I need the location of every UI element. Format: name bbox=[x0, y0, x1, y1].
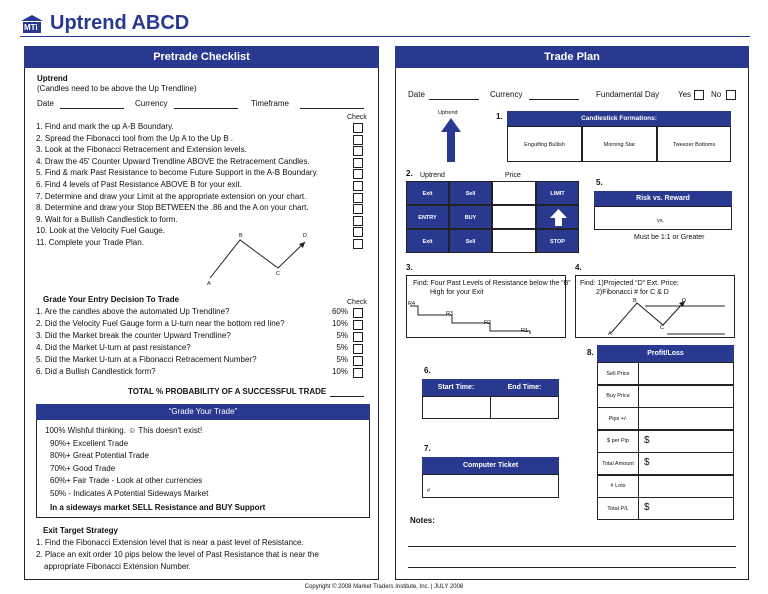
section-2-number: 2. bbox=[406, 169, 413, 178]
grade-item-percent: 10% bbox=[331, 319, 348, 328]
step-checkbox[interactable] bbox=[353, 227, 363, 237]
date-label: Date bbox=[37, 99, 54, 108]
grade-checkbox[interactable] bbox=[353, 344, 363, 354]
r4-label: R4 bbox=[408, 301, 416, 307]
order-side-buy: BUY bbox=[449, 205, 492, 229]
plan-date-field[interactable] bbox=[429, 99, 479, 100]
checklist-step: 2. Spread the Fibonacci tool from the Up A to the Up B . bbox=[36, 133, 233, 143]
profit-loss-value-field[interactable] bbox=[638, 430, 734, 453]
timeframe-label: Timeframe bbox=[251, 99, 289, 108]
grade-item-text: 2. Did the Velocity Fuel Gauge form a U-turn near the bottom red line? bbox=[36, 319, 285, 328]
grade-scale-item: 70%+ Good Trade bbox=[50, 463, 116, 473]
profit-loss-row-label: Sell Price bbox=[597, 362, 639, 385]
grade-checkbox[interactable] bbox=[353, 320, 363, 330]
checklist-step: 5. Find & mark Past Resistance to become Future Support in the A-B Boundary. bbox=[36, 168, 319, 178]
profit-loss-row-label: Pips +/- bbox=[597, 407, 639, 430]
notes-line-2[interactable] bbox=[408, 567, 736, 568]
plan-currency-label: Currency bbox=[490, 90, 523, 99]
diagram-label-b: B bbox=[239, 233, 243, 239]
projection-diagram bbox=[575, 275, 735, 338]
checklist-step: 3. Look at the Fibonacci Retracement and Extension levels. bbox=[36, 145, 247, 155]
section-2-uptrend: Uptrend bbox=[420, 172, 445, 179]
checklist-step: 10. Look at the Velocity Fuel Gauge. bbox=[36, 226, 165, 236]
grade-item-percent: 5% bbox=[336, 355, 348, 364]
step-checkbox[interactable] bbox=[353, 123, 363, 133]
checklist-step: 11. Complete your Trade Plan. bbox=[36, 238, 144, 247]
grade-item-text: 5. Did the Market U-turn at a Fibonacci Retracement Number? bbox=[36, 355, 257, 364]
exit-step-2b: appropriate Fibonacci Extension Number. bbox=[44, 562, 191, 571]
order-price-field[interactable] bbox=[492, 205, 536, 229]
section-6-number: 6. bbox=[424, 366, 431, 375]
page-title: Uptrend ABCD bbox=[50, 12, 190, 34]
checklist-step: 8. Determine and draw your Stop BETWEEN the .86 and the A on your chart. bbox=[36, 203, 309, 213]
grade-item-percent: 60% bbox=[331, 307, 348, 316]
notes-line-1[interactable] bbox=[408, 546, 736, 547]
candle-title: Candlestick Formations: bbox=[507, 111, 731, 126]
step-checkbox[interactable] bbox=[353, 216, 363, 226]
logo-text: MTi bbox=[24, 23, 38, 32]
order-side-sell1: Sell bbox=[449, 181, 492, 205]
profit-loss-row-label: Total Amount bbox=[597, 452, 639, 475]
grade-scale-item: 100% Wishful thinking. ☺ This doesn't exist! bbox=[45, 426, 203, 435]
up-arrow-icon bbox=[440, 117, 462, 163]
pretrade-title: Pretrade Checklist bbox=[24, 46, 379, 68]
section-2-price: Price bbox=[505, 172, 521, 179]
grade-box-title: “Grade Your Trade” bbox=[36, 404, 370, 420]
grade-heading: Grade Your Entry Decision To Trade bbox=[43, 295, 180, 304]
checklist-step: 1. Find and mark the up A-B Boundary. bbox=[36, 122, 174, 131]
candle-formation-cell[interactable]: Tweezer Bottoms bbox=[657, 126, 731, 162]
dollar-sign: $ bbox=[644, 502, 650, 513]
section-4-line1: Find: 1)Projected “D” Ext. Price: bbox=[580, 280, 679, 287]
grade-check-label: Check bbox=[347, 299, 367, 306]
step-checkbox[interactable] bbox=[353, 193, 363, 203]
section-4-number: 4. bbox=[575, 263, 582, 272]
grade-scale-item: 50% - Indicates A Potential Sideways Market bbox=[50, 489, 209, 498]
dollar-sign: $ bbox=[644, 457, 650, 468]
abcd-diagram bbox=[200, 228, 315, 288]
section-4-line2: 2)Fibonacci # for C & D bbox=[596, 289, 669, 296]
section-7-number: 7. bbox=[424, 444, 431, 453]
step-checkbox[interactable] bbox=[353, 135, 363, 145]
start-time-header: Start Time: bbox=[422, 379, 490, 396]
uptrend-subtitle: (Candles need to be above the Up Trendline) bbox=[37, 84, 197, 93]
grade-checkbox[interactable] bbox=[353, 356, 363, 366]
order-type-limit: LIMIT bbox=[536, 181, 579, 205]
mti-logo bbox=[20, 14, 44, 34]
section-3-number: 3. bbox=[406, 263, 413, 272]
exit-step-1: 1. Find the Fibonacci Extension level that is near a past level of Resistance. bbox=[36, 538, 304, 547]
s4-c-label: C bbox=[660, 325, 664, 331]
total-label: TOTAL % PROBABILITY OF A SUCCESSFUL TRADE bbox=[128, 387, 327, 396]
grade-item-text: 4. Did the Market U-turn at past resistance? bbox=[36, 343, 191, 352]
r2-label: R2 bbox=[484, 320, 492, 326]
sideways-note: In a sideways market SELL Resistance and BUY Support bbox=[50, 503, 266, 512]
order-label-entry: ENTRY bbox=[406, 205, 449, 229]
order-label-exit1: Exit bbox=[406, 181, 449, 205]
step-checkbox[interactable] bbox=[353, 239, 363, 249]
grade-item-text: 3. Did the Market break the counter Upward Trendline? bbox=[36, 331, 231, 340]
check-label: Check bbox=[347, 114, 367, 121]
currency-field[interactable] bbox=[174, 108, 238, 109]
ticket-hash: # bbox=[427, 488, 431, 494]
section-8-number: 8. bbox=[587, 348, 594, 357]
grade-item-percent: 5% bbox=[336, 343, 348, 352]
profit-loss-value-field[interactable] bbox=[638, 407, 734, 430]
step-checkbox[interactable] bbox=[353, 146, 363, 156]
trade-plan-title: Trade Plan bbox=[395, 46, 749, 68]
footer-copyright: Copyright © 2008 Market Traders Institute, Inc. | JULY 2008 bbox=[304, 584, 464, 590]
s4-a-label: A bbox=[608, 331, 612, 337]
risk-reward-note: Must be 1:1 or Greater bbox=[634, 234, 705, 241]
total-field[interactable] bbox=[330, 396, 364, 397]
order-label-exit2: Exit bbox=[406, 229, 449, 253]
grade-checkbox[interactable] bbox=[353, 332, 363, 342]
up-arrow-small-icon bbox=[537, 206, 580, 228]
order-side-sell2: Sell bbox=[449, 229, 492, 253]
end-time-field[interactable] bbox=[490, 396, 559, 419]
notes-label: Notes: bbox=[410, 516, 435, 525]
section-1-number: 1. bbox=[496, 112, 503, 121]
no-label: No bbox=[711, 90, 722, 99]
profit-loss-value-field[interactable] bbox=[638, 497, 734, 520]
fundamental-label: Fundamental Day bbox=[596, 90, 660, 99]
timeframe-field[interactable] bbox=[300, 108, 364, 109]
risk-reward-title: Risk vs. Reward bbox=[594, 191, 732, 206]
plan-currency-field[interactable] bbox=[529, 99, 579, 100]
r1-label: R1 bbox=[521, 328, 529, 334]
step-checkbox[interactable] bbox=[353, 204, 363, 214]
grade-item-text: 6. Did a Bullish Candlestick form? bbox=[36, 367, 156, 376]
s4-d-label: D bbox=[682, 298, 686, 304]
step-checkbox[interactable] bbox=[353, 181, 363, 191]
uptrend-arrow-label: Uptrend bbox=[438, 110, 458, 116]
grade-item-percent: 5% bbox=[336, 331, 348, 340]
plan-date-label: Date bbox=[408, 90, 425, 99]
order-price-field[interactable] bbox=[492, 181, 536, 205]
header-rule bbox=[20, 36, 750, 37]
diagram-label-c: C bbox=[276, 271, 280, 277]
step-checkbox[interactable] bbox=[353, 158, 363, 168]
exit-step-2a: 2. Place an exit order 10 pips below the level of Past Resistance that is near the bbox=[36, 550, 319, 559]
step-checkbox[interactable] bbox=[353, 169, 363, 179]
resistance-steps bbox=[406, 275, 566, 338]
order-type-stop: STOP bbox=[536, 229, 579, 253]
profit-loss-row-label: # Lots bbox=[597, 475, 639, 498]
end-time-header: End Time: bbox=[490, 379, 559, 396]
order-price-field[interactable] bbox=[492, 229, 536, 253]
computer-ticket-field[interactable] bbox=[422, 474, 559, 498]
checklist-step: 6. Find 4 levels of Past Resistance ABOVE B for your exit. bbox=[36, 180, 242, 189]
grade-checkbox[interactable] bbox=[353, 368, 363, 378]
section-5-number: 5. bbox=[596, 178, 603, 187]
profit-loss-row-label: Total P/L bbox=[597, 497, 639, 520]
section-3-line2: High for your Exit bbox=[430, 289, 484, 296]
grade-scale-item: 90%+ Excellent Trade bbox=[50, 438, 129, 448]
checklist-step: 4. Draw the 45' Counter Upward Trendline ABOVE the Retracement Candles. bbox=[36, 156, 310, 166]
currency-label: Currency bbox=[135, 99, 168, 108]
no-checkbox[interactable] bbox=[726, 90, 736, 100]
profit-loss-value-field[interactable] bbox=[638, 385, 734, 408]
start-time-field[interactable] bbox=[422, 396, 491, 419]
uptrend-heading: Uptrend bbox=[37, 74, 68, 83]
profit-loss-row-label: Buy Price bbox=[597, 385, 639, 408]
profit-loss-title: Profit/Loss bbox=[597, 345, 734, 362]
profit-loss-row-label: $ per Pip bbox=[597, 430, 639, 453]
section-3-line1: Find: Four Past Levels of Resistance below the “B” bbox=[413, 280, 571, 287]
date-field[interactable] bbox=[60, 108, 124, 109]
profit-loss-value-field[interactable] bbox=[638, 452, 734, 475]
diagram-label-d: D bbox=[303, 233, 307, 239]
candle-formation-cell[interactable]: Morning Star bbox=[582, 126, 657, 162]
grade-scale-item: 60%+ Fair Trade - Look at other currencies bbox=[50, 476, 203, 486]
checklist-step: 9. Wait for a Bullish Candlestick to form. bbox=[36, 214, 178, 224]
exit-heading: Exit Target Strategy bbox=[43, 526, 118, 535]
grade-scale-item: 80%+ Great Potential Trade bbox=[50, 451, 149, 461]
computer-ticket-title: Computer Ticket bbox=[422, 457, 559, 474]
yes-label: Yes bbox=[678, 90, 692, 99]
arrow-cell bbox=[536, 205, 579, 229]
yes-checkbox[interactable] bbox=[694, 90, 704, 100]
candle-formation-cell[interactable]: Engulfing Bullish bbox=[507, 126, 582, 162]
dollar-sign: $ bbox=[644, 434, 650, 446]
profit-loss-value-field[interactable] bbox=[638, 362, 734, 385]
grade-item-percent: 10% bbox=[331, 367, 348, 376]
grade-checkbox[interactable] bbox=[353, 308, 363, 318]
profit-loss-value-field[interactable] bbox=[638, 475, 734, 498]
r3-label: R3 bbox=[446, 311, 454, 317]
checklist-step: 7. Determine and draw your Limit at the appropriate extension on your chart. bbox=[36, 191, 307, 201]
diagram-label-a: A bbox=[207, 281, 211, 287]
s4-b-label: B bbox=[633, 298, 637, 304]
vs-label: vs. bbox=[657, 218, 665, 224]
grade-item-text: 1. Are the candles above the automated Up Trendline? bbox=[36, 307, 230, 316]
